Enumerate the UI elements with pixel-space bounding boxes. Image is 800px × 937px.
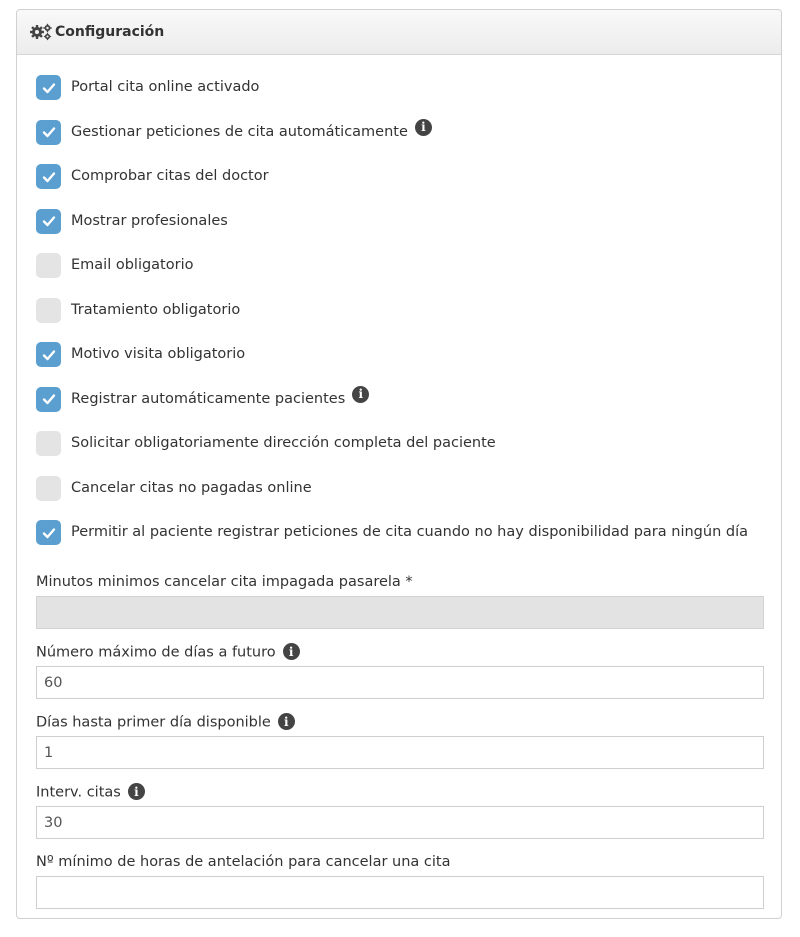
- info-icon[interactable]: i: [283, 643, 300, 660]
- checkbox-list: [36, 75, 748, 565]
- checkbox-row[interactable]: [36, 298, 748, 343]
- checkbox-checked[interactable]: [36, 387, 61, 412]
- checkbox-label: Cancelar citas no pagadas online: [71, 479, 312, 496]
- configuration-panel: [16, 9, 782, 919]
- field-label-text: Nº mínimo de horas de antelación para cancelar una cita: [36, 854, 451, 870]
- field-label: [36, 644, 300, 661]
- checkbox-row[interactable]: [36, 209, 748, 254]
- checkbox-row[interactable]: [36, 431, 748, 476]
- checkbox-checked[interactable]: [36, 342, 61, 367]
- checkbox-row[interactable]: [36, 120, 748, 165]
- checkbox-label: Permitir al paciente registrar peticiones de cita cuando no hay disponibilidad para ningún día: [71, 524, 748, 540]
- checkbox-unchecked[interactable]: [36, 298, 61, 323]
- checkbox-label: Solicitar obligatoriamente dirección completa del paciente: [71, 435, 496, 451]
- checkbox-checked[interactable]: [36, 209, 61, 234]
- checkbox-row[interactable]: [36, 520, 748, 565]
- checkbox-checked[interactable]: [36, 520, 61, 545]
- checkbox-row[interactable]: [36, 476, 748, 521]
- info-icon[interactable]: i: [278, 713, 295, 730]
- checkbox-row[interactable]: [36, 387, 748, 432]
- checkbox-label: Tratamiento obligatorio: [71, 301, 241, 318]
- field-label: [36, 714, 295, 731]
- field-label: [36, 854, 451, 870]
- checkbox-unchecked[interactable]: [36, 253, 61, 278]
- checkbox-checked[interactable]: [36, 164, 61, 189]
- checkbox-unchecked[interactable]: [36, 431, 61, 456]
- checkbox-label: Mostrar profesionales: [71, 212, 228, 229]
- checkbox-label: Registrar automáticamente pacientes: [71, 390, 346, 407]
- checkbox-label: Motivo visita obligatorio: [71, 346, 246, 362]
- field-label-text: Número máximo de días a futuro: [36, 644, 276, 661]
- checkbox-row[interactable]: [36, 75, 748, 120]
- checkbox-unchecked[interactable]: [36, 476, 61, 501]
- checkbox-row[interactable]: [36, 164, 748, 209]
- text-field[interactable]: [36, 876, 764, 909]
- panel-heading: [17, 10, 781, 55]
- text-field[interactable]: [36, 806, 764, 839]
- info-icon[interactable]: i: [415, 119, 432, 136]
- panel-title: Configuración: [55, 24, 165, 40]
- checkbox-checked[interactable]: [36, 120, 61, 145]
- checkbox-label: Portal cita online activado: [71, 79, 260, 95]
- field-label-text: Interv. citas: [36, 784, 121, 801]
- checkbox-label: Email obligatorio: [71, 257, 194, 273]
- checkbox-row[interactable]: [36, 253, 748, 298]
- field-label-text: Minutos minimos cancelar cita impagada pasarela *: [36, 574, 413, 590]
- checkbox-row[interactable]: [36, 342, 748, 387]
- checkbox-label: Gestionar peticiones de cita automáticamente: [71, 123, 408, 140]
- text-field[interactable]: [36, 736, 764, 769]
- gears-icon: [29, 23, 53, 41]
- field-label: [36, 784, 145, 801]
- info-icon[interactable]: i: [128, 783, 145, 800]
- disabled-text-field[interactable]: [36, 596, 764, 629]
- checkbox-label: Comprobar citas del doctor: [71, 168, 269, 184]
- checkbox-checked[interactable]: [36, 75, 61, 100]
- field-label-text: Días hasta primer día disponible: [36, 714, 271, 731]
- text-field[interactable]: [36, 666, 764, 699]
- info-icon[interactable]: i: [352, 386, 369, 403]
- field-label: [36, 574, 413, 590]
